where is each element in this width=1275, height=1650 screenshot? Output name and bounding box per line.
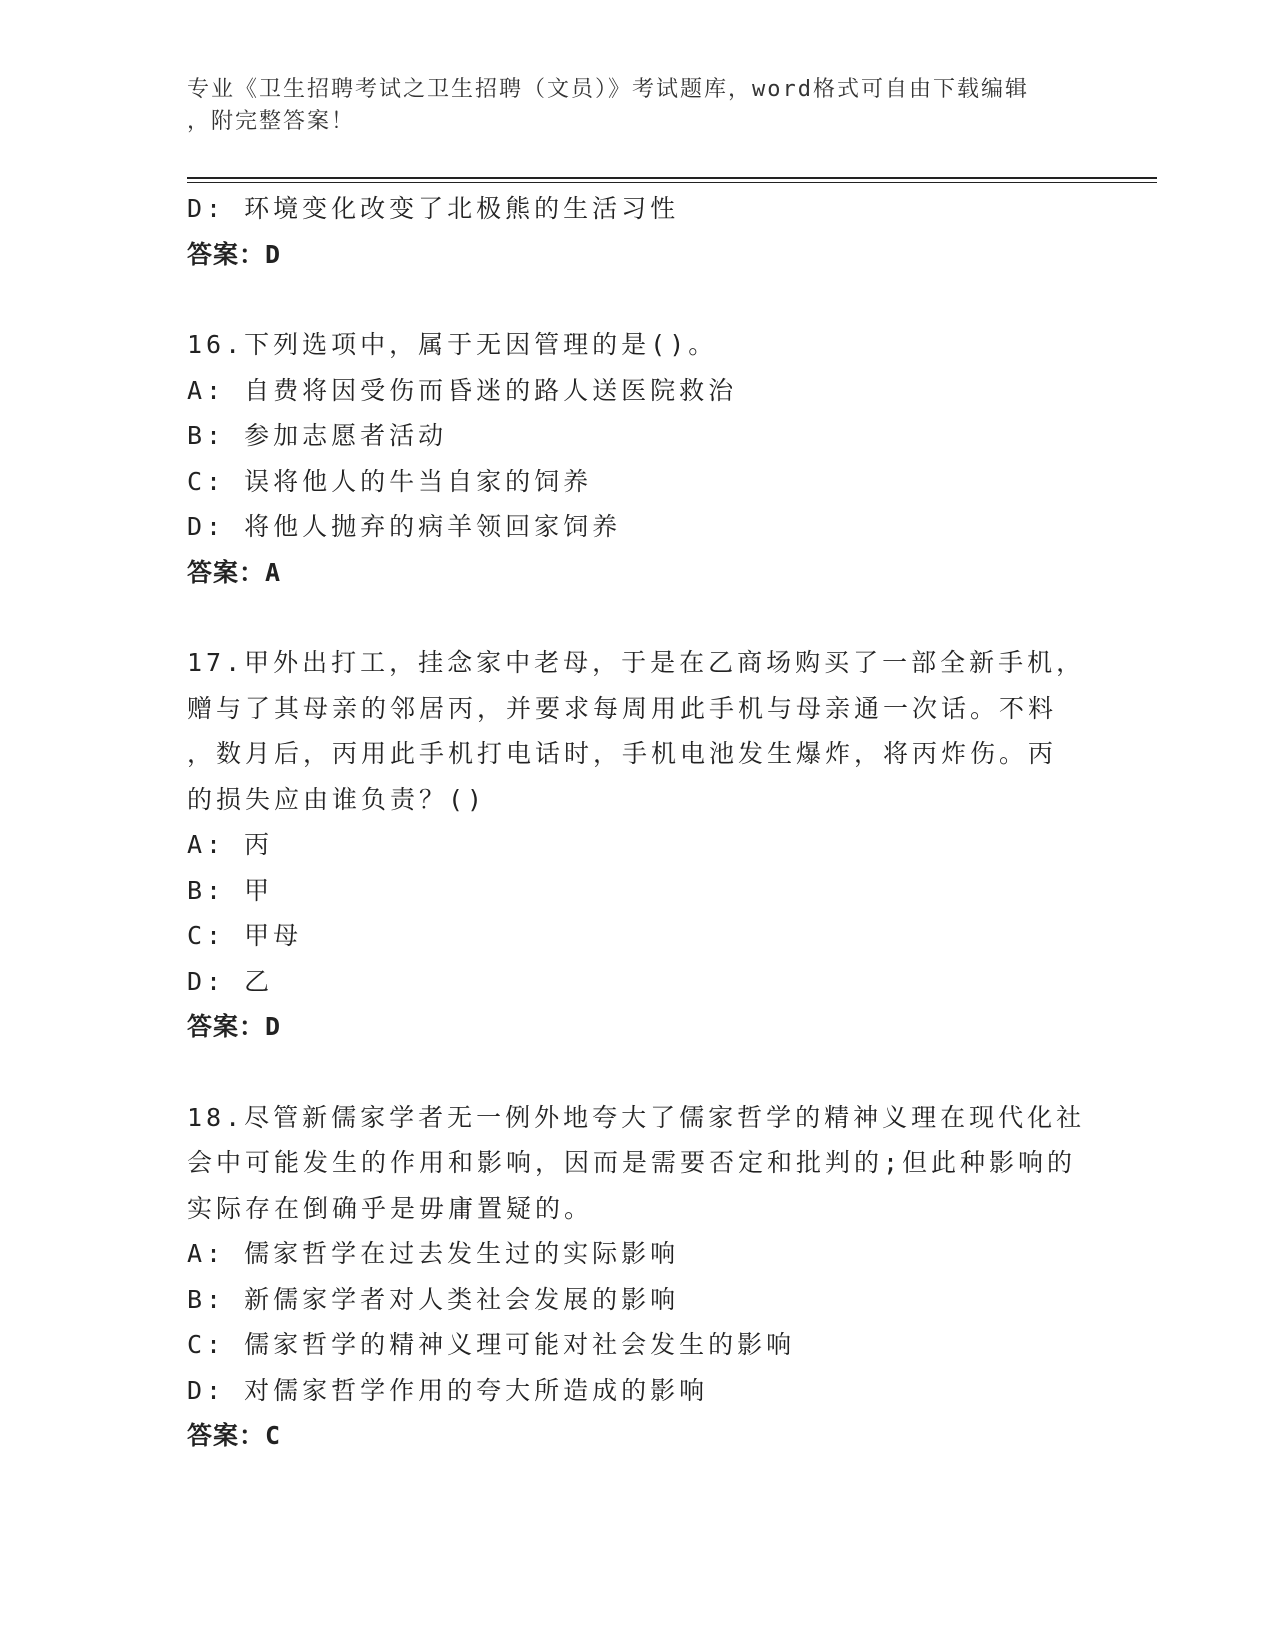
question-stem-line: 17.甲外出打工，挂念家中老母，于是在乙商场购买了一部全新手机，	[187, 648, 1086, 677]
question-18	[187, 1095, 1087, 1459]
answer-line: 答案：A	[187, 557, 282, 587]
question-stem-line: 的损失应由谁负责？()	[187, 784, 487, 814]
question-stem-line: 18.尽管新儒家学者无一例外地夸大了儒家哲学的精神义理在现代化社	[187, 1102, 1086, 1132]
option-d: D: 乙	[187, 966, 274, 996]
header-line-1: 专业《卫生招聘考试之卫生招聘（文员）》考试题库，word格式可自由下载编辑	[187, 77, 1029, 102]
question-stem: 16.下列选项中，属于无因管理的是()。	[187, 330, 718, 359]
option-c: C: 儒家哲学的精神义理可能对社会发生的影响	[187, 1330, 796, 1359]
option-c: C: 甲母	[187, 921, 303, 950]
answer-line: 答案：D	[187, 239, 282, 269]
option-a: A: 儒家哲学在过去发生过的实际影响	[187, 1239, 680, 1268]
question-15-tail	[187, 186, 1087, 277]
header-divider-thick	[187, 177, 1157, 179]
option-d: D: 将他人抛弃的病羊领回家饲养	[187, 512, 622, 541]
question-stem-line: 实际存在倒确乎是毋庸置疑的。	[187, 1193, 594, 1223]
question-16	[187, 322, 1087, 595]
option-b: B: 参加志愿者活动	[187, 421, 448, 450]
header-divider-thin	[187, 182, 1157, 183]
option-a: A: 丙	[187, 830, 274, 859]
option-b: B: 新儒家学者对人类社会发展的影响	[187, 1284, 680, 1314]
option-c: C: 误将他人的牛当自家的饲养	[187, 466, 593, 496]
question-stem-line: ，数月后，丙用此手机打电话时，手机电池发生爆炸，将丙炸伤。丙	[187, 739, 1058, 768]
page-header	[187, 74, 1067, 138]
question-stem-line: 赠与了其母亲的邻居丙，并要求每周用此手机与母亲通一次话。不料	[187, 693, 1058, 723]
option-d: D: 对儒家哲学作用的夸大所造成的影响	[187, 1375, 709, 1405]
answer-line: 答案：C	[187, 1421, 282, 1450]
answer-line: 答案：D	[187, 1012, 282, 1041]
question-17	[187, 640, 1087, 1050]
option-d: D: 环境变化改变了北极熊的生活习性	[187, 194, 680, 223]
question-stem-line: 会中可能发生的作用和影响，因而是需要否定和批判的;但此种影响的	[187, 1148, 1077, 1177]
header-line-2: ，附完整答案！	[187, 109, 356, 134]
option-a: A: 自费将因受伤而昏迷的路人送医院救治	[187, 375, 738, 405]
questions-body	[187, 186, 1087, 1459]
option-b: B: 甲	[187, 875, 274, 905]
